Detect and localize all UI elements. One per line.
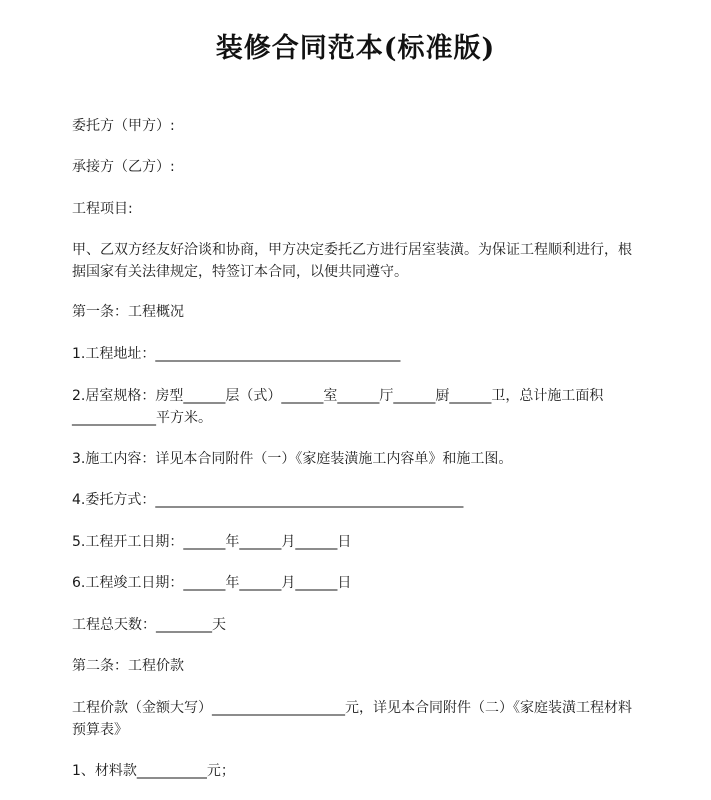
preamble-line-1: 甲、乙双方经友好洽谈和协商，甲方决定委托乙方进行居室装潢。为保证工程顺利进行，根 — [72, 242, 632, 258]
item-1-address: 1.工程地址：___________________________________ — [72, 346, 401, 362]
party-a-field: 委托方（甲方）: — [72, 118, 175, 134]
project-field: 工程项目: — [72, 201, 133, 217]
party-b-field: 承接方（乙方）: — [72, 159, 175, 175]
total-days: 工程总天数：________天 — [72, 617, 226, 633]
item-2-line-2: ____________平方米。 — [72, 410, 212, 426]
price-line-1: 工程价款（金额大写）___________________元，详见本合同附件（二）《家庭装潢工程材料 — [72, 700, 632, 716]
article-2-heading: 第二条：工程价款 — [72, 658, 184, 674]
item-2-line-1: 2.居室规格：房型______层（式）______室______厅______厨______卫，总计施工面积 — [72, 388, 604, 404]
item-3-scope: 3.施工内容：详见本合同附件（一）《家庭装潢施工内容单》和施工图。 — [72, 451, 513, 467]
item-5-start-date: 5.工程开工日期：______年______月______日 — [72, 534, 352, 550]
item-6-end-date: 6.工程竣工日期：______年______月______日 — [72, 575, 352, 591]
item-4-method: 4.委托方式：____________________________________________ — [72, 492, 464, 508]
article-1-heading: 第一条：工程概况 — [72, 304, 184, 320]
document-title: 装修合同范本(标准版) — [215, 33, 496, 64]
preamble-line-2: 据国家有关法律规定，特签订本合同，以便共同遵守。 — [72, 264, 408, 280]
material-cost: 1、材料款__________元； — [72, 763, 235, 779]
price-line-2: 预算表》 — [72, 722, 128, 738]
